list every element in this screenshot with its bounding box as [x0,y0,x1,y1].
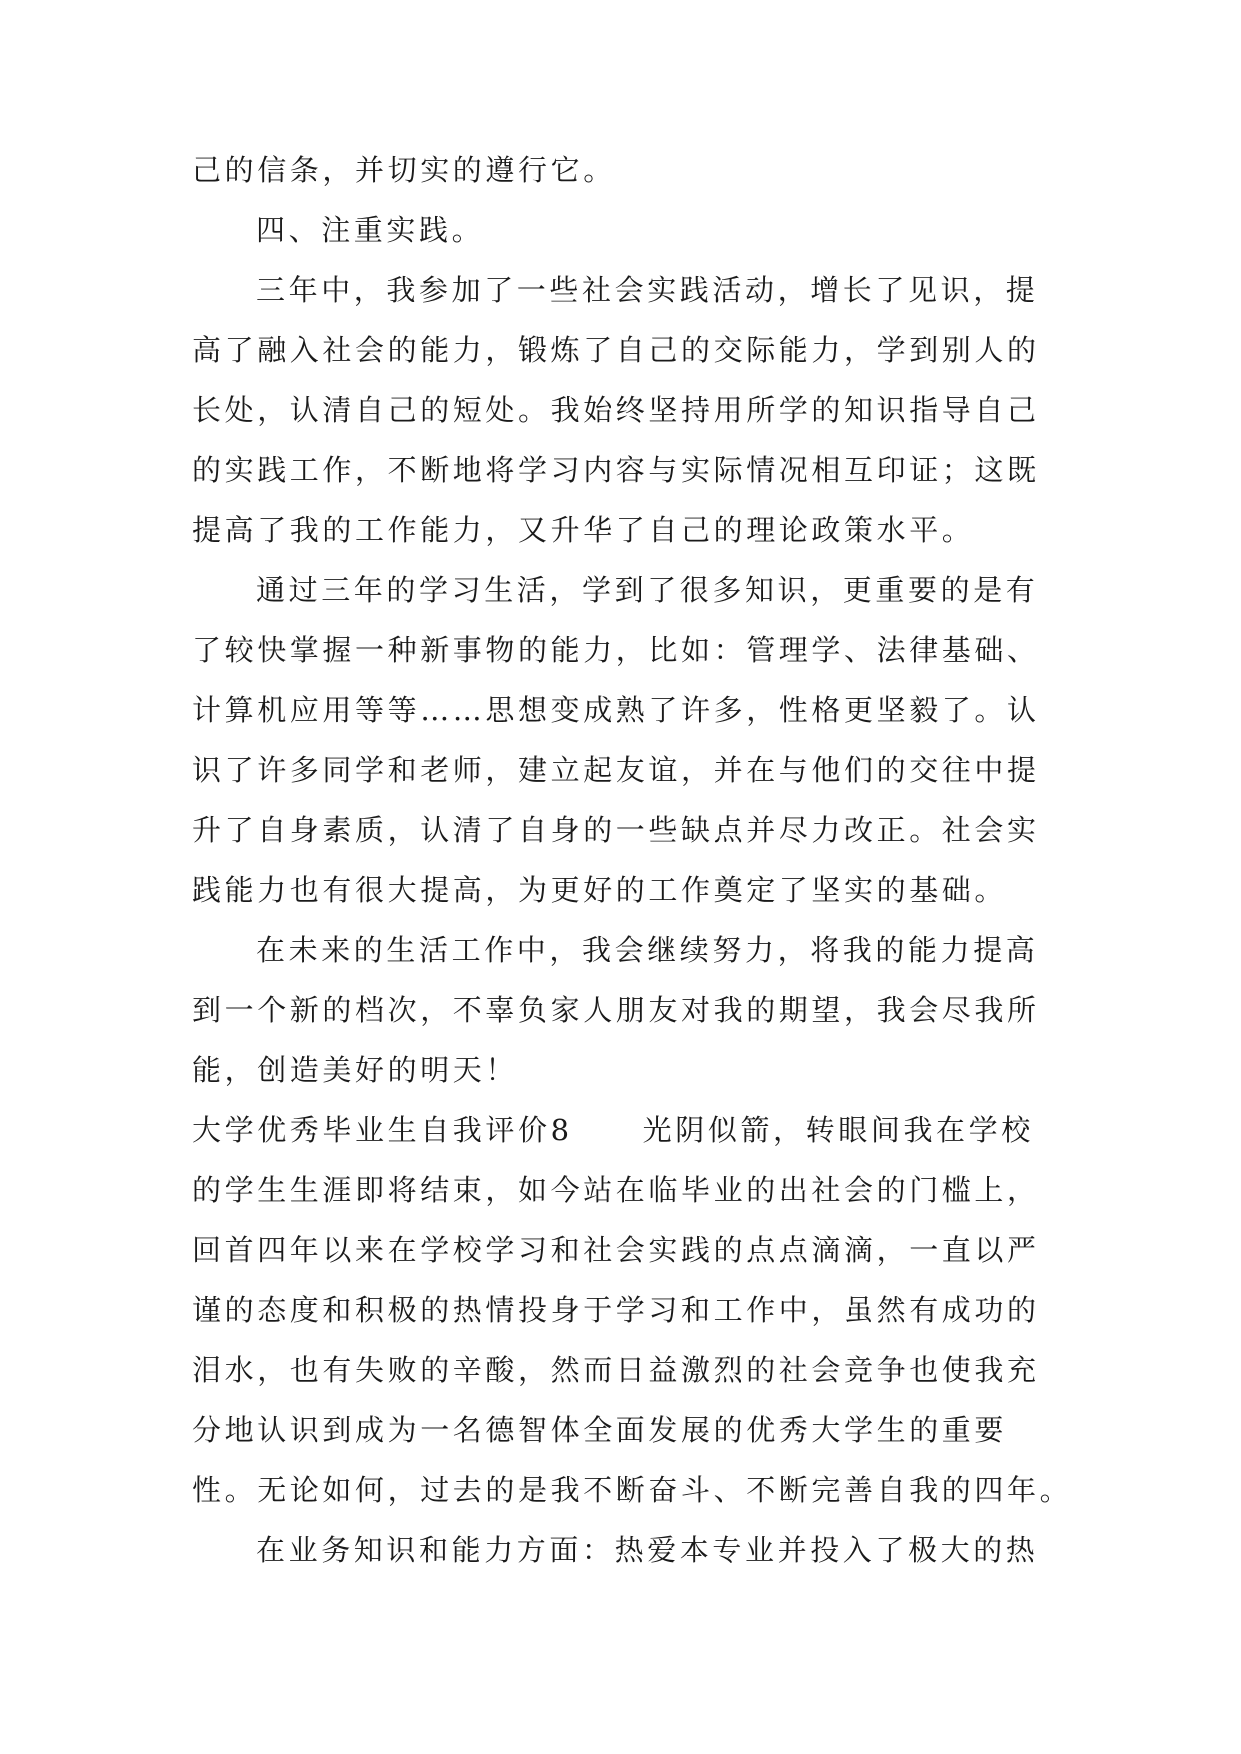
text-line: 升了自身素质，认清了自身的一些缺点并尽力改正。社会实 [192,813,1040,847]
article-first-sentence: 光阴似箭，转眼间我在学校 [642,1113,1034,1147]
text-line: 三年中，我参加了一些社会实践活动，增长了见识，提 [256,273,1039,307]
article-heading-line [192,1110,1052,1150]
text-line: 在未来的生活工作中，我会继续努力，将我的能力提高 [256,933,1039,967]
text-line: 高了融入社会的能力，锻炼了自己的交际能力，学到别人的 [192,333,1040,367]
section-heading: 四、注重实践。 [256,213,485,247]
text-line: 回首四年以来在学校学习和社会实践的点点滴滴，一直以严 [192,1233,1040,1267]
text-line: 在业务知识和能力方面：热爱本专业并投入了极大的热 [256,1533,1039,1567]
text-line: 提高了我的工作能力，又升华了自己的理论政策水平。 [192,513,975,547]
text-line: 谨的态度和积极的热情投身于学习和工作中，虽然有成功的 [192,1293,1040,1327]
text-line: 的学生生涯即将结束，如今站在临毕业的出社会的门槛上， [192,1173,1040,1207]
article-title: 大学优秀毕业生自我评价8 [192,1113,573,1147]
text-line: 践能力也有很大提高，为更好的工作奠定了坚实的基础。 [192,873,1008,907]
text-line: 分地认识到成为一名德智体全面发展的优秀大学生的重要 [192,1413,1008,1447]
text-line: 了较快掌握一种新事物的能力，比如：管理学、法律基础、 [192,633,1040,667]
text-line: 己的信条，并切实的遵行它。 [192,153,616,187]
text-line: 计算机应用等等……思想变成熟了许多，性格更坚毅了。认 [192,693,1040,727]
text-line: 长处，认清自己的短处。我始终坚持用所学的知识指导自己 [192,393,1040,427]
text-line: 到一个新的档次，不辜负家人朋友对我的期望，我会尽我所 [192,993,1040,1027]
text-line: 泪水，也有失败的辛酸，然而日益激烈的社会竞争也使我充 [192,1353,1040,1387]
text-line: 性。无论如何，过去的是我不断奋斗、不断完善自我的四年。 [192,1473,1073,1507]
text-line: 能，创造美好的明天！ [192,1053,519,1087]
text-line: 识了许多同学和老师，建立起友谊，并在与他们的交往中提 [192,753,1040,787]
text-line: 通过三年的学习生活，学到了很多知识，更重要的是有 [256,573,1039,607]
text-line: 的实践工作，不断地将学习内容与实际情况相互印证；这既 [192,453,1040,487]
